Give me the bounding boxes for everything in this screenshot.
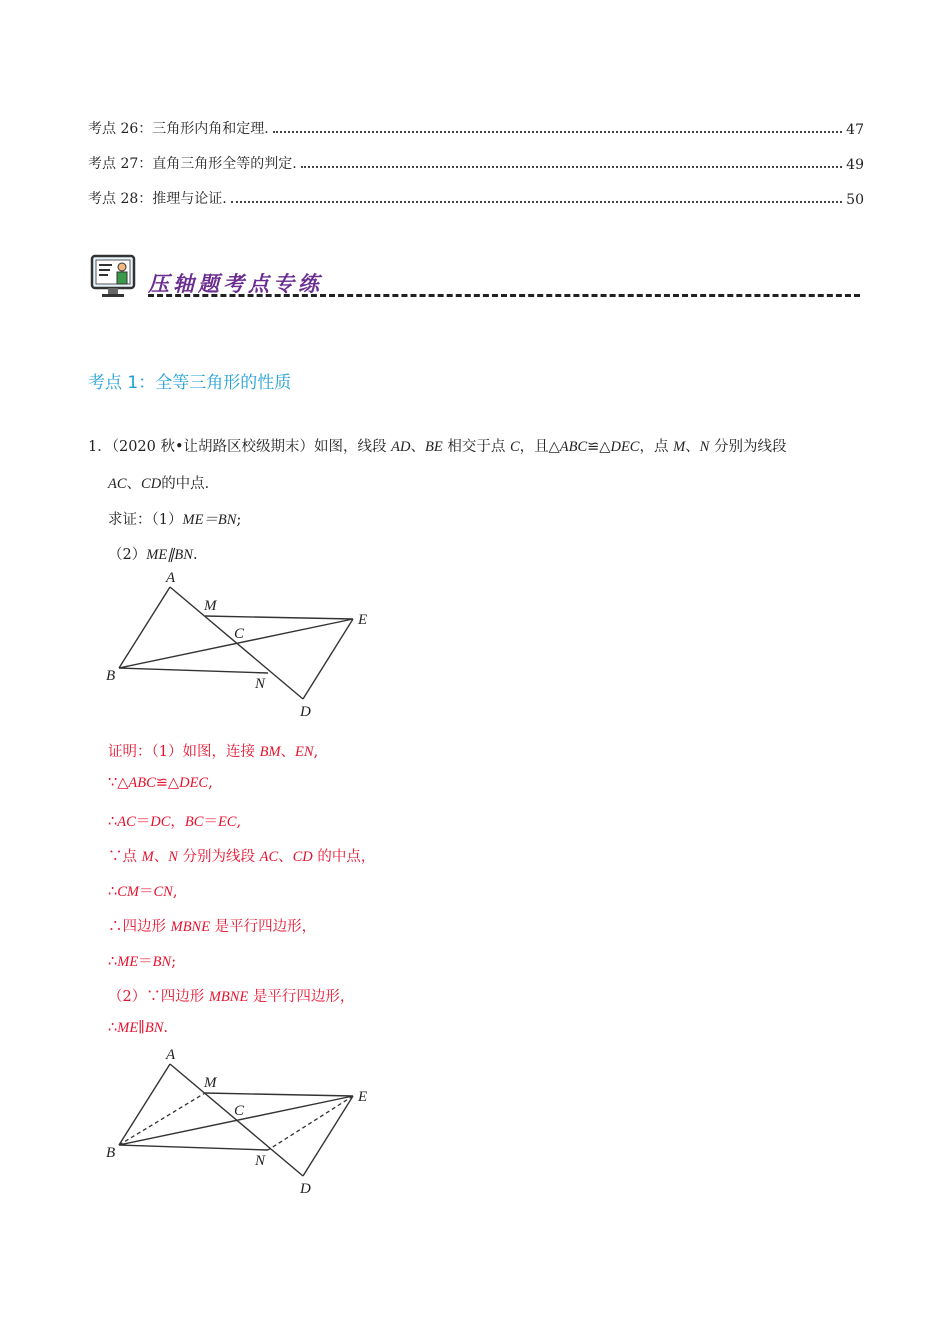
segment-ED	[303, 1096, 353, 1176]
solution-line-4: ∵点 M、N 分别为线段 AC、CD 的中点，	[108, 849, 376, 865]
label-A: A	[166, 1047, 176, 1063]
solution-line-1: 证明：（1）如图，连接 BM、EN,	[108, 744, 319, 760]
teacher-board-icon	[90, 254, 138, 300]
toc-row[interactable]	[88, 116, 864, 138]
segment-AB	[119, 587, 170, 668]
toc-label: 考点 27：直角三角形全等的判定.	[88, 156, 297, 172]
label-A: A	[166, 570, 176, 586]
segment-ME	[205, 1093, 353, 1096]
prove-part-2: （2）ME∥BN.	[108, 547, 198, 563]
section-title: 考点 1：全等三角形的性质	[88, 373, 292, 393]
segment-BN	[119, 668, 268, 673]
toc-leader-dots	[301, 165, 842, 168]
problem-line-1: 1．（2020 秋•让胡路区校级期末）如图，线段 AD、BE 相交于点 C，且△ABC≌△DEC，点 M、N 分别为线段	[88, 439, 787, 455]
banner-dashed-line	[148, 294, 860, 297]
segment-ED	[303, 619, 353, 699]
solution-line-2: ∵△ABC≌△DEC,	[108, 775, 213, 791]
toc-leader-dots	[273, 130, 842, 133]
geometry-figure-1	[100, 566, 390, 726]
solution-line-7: ∴ME＝BN;	[108, 954, 177, 970]
segment-ME	[205, 616, 353, 619]
toc-page: 50	[846, 192, 864, 208]
prove-part-1: 求证：（1）ME＝BN;	[108, 512, 242, 528]
label-N: N	[255, 1153, 266, 1169]
label-M: M	[204, 1075, 217, 1091]
toc-label: 考点 26：三角形内角和定理.	[88, 121, 269, 137]
toc-page: 49	[846, 157, 864, 173]
toc-row[interactable]	[88, 186, 864, 208]
dashed-segment-EN	[268, 1096, 353, 1150]
problem-line-2: AC、CD的中点．	[108, 476, 220, 492]
dashed-segment-BM	[119, 1093, 205, 1145]
label-C: C	[234, 1103, 245, 1119]
label-B: B	[106, 668, 116, 684]
banner-title: 压轴题考点专练	[148, 272, 323, 296]
label-B: B	[106, 1145, 116, 1161]
segment-BN	[119, 1145, 268, 1150]
solution-line-5: ∴CM＝CN,	[108, 884, 178, 900]
label-E: E	[358, 612, 368, 628]
label-M: M	[204, 598, 217, 614]
toc-row[interactable]	[88, 151, 864, 173]
toc-leader-dots	[231, 200, 842, 203]
solution-line-9: ∴ME∥BN.	[108, 1020, 169, 1036]
label-C: C	[234, 626, 245, 642]
solution-line-6: ∴四边形 MBNE 是平行四边形，	[108, 919, 317, 935]
label-D: D	[300, 1181, 311, 1197]
label-D: D	[300, 704, 311, 720]
toc-label: 考点 28：推理与论证.	[88, 191, 227, 207]
label-N: N	[255, 676, 266, 692]
solution-line-3: ∴AC＝DC，BC＝EC,	[108, 814, 242, 830]
solution-line-8: （2）∵四边形 MBNE 是平行四边形，	[108, 989, 355, 1005]
geometry-figure-2	[100, 1043, 390, 1203]
segment-AB	[119, 1064, 170, 1145]
toc-page: 47	[846, 122, 864, 138]
section-banner	[88, 254, 860, 304]
label-E: E	[358, 1089, 368, 1105]
